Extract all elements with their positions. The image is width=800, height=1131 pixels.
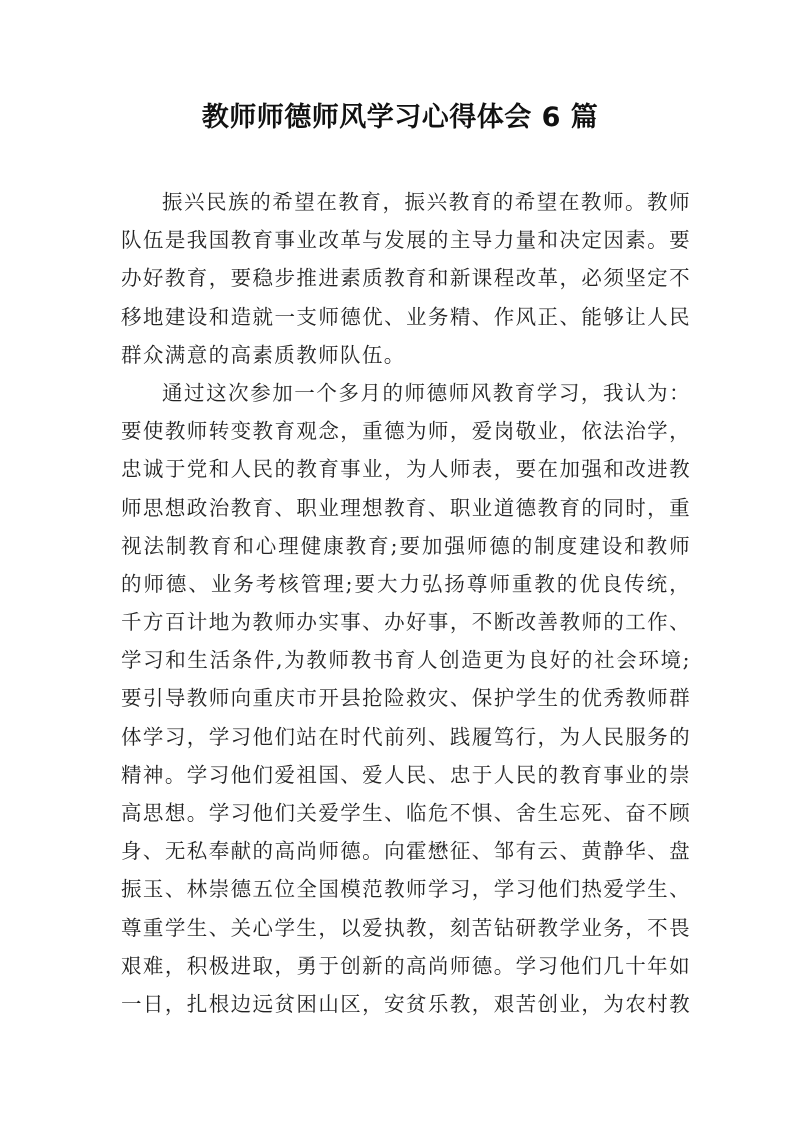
paragraph-1 [121,183,691,374]
text-line: 移地建设和造就一支师德优、业务精、作风正、能够让人民 [121,304,691,329]
document-body [121,183,691,1023]
text-line: 千方百计地为教师办实事、办好事，不断改善教师的工作、 [121,610,691,635]
text-line: 群众满意的高素质教师队伍。 [121,342,406,367]
text-line: 师思想政治教育、职业理想教育、职业道德教育的同时，重 [121,495,691,520]
text-line: 艰难，积极进取，勇于创新的高尚师德。学习他们几十年如 [121,953,691,978]
text-line: 振兴民族的希望在教育，振兴教育的希望在教师。教师 [162,190,691,214]
text-line: 学习和生活条件,为教师教书育人创造更为良好的社会环境; [121,648,691,673]
text-line: 通过这次参加一个多月的师德师风教育学习，我认为： [162,380,691,405]
text-line: 队伍是我国教育事业改革与发展的主导力量和决定因素。要 [121,228,691,253]
text-line: 一日，扎根边远贫困山区，安贫乐教，艰苦创业，为农村教 [121,991,691,1016]
text-line: 身、无私奉献的高尚师德。向霍懋征、邹有云、黄静华、盘 [121,839,691,864]
text-line: 要使教师转变教育观念，重德为师，爱岗敬业，依法治学， [121,419,691,444]
text-line: 办好教育，要稳步推进素质教育和新课程改革，必须坚定不 [121,266,691,291]
text-line: 高思想。学习他们关爱学生、临危不惧、舍生忘死、奋不顾 [121,801,691,825]
document-title: 教师师德师风学习心得体会 6 篇 [201,102,599,133]
paragraph-2 [121,374,691,1023]
text-line: 精神。学习他们爱祖国、爱人民、忠于人民的教育事业的崇 [121,762,691,787]
text-line: 要引导教师向重庆市开县抢险救灾、保护学生的优秀教师群 [121,686,691,711]
text-line: 振玉、林崇德五位全国模范教师学习，学习他们热爱学生、 [121,877,691,902]
text-line: 体学习，学习他们站在时代前列、践履笃行，为人民服务的 [121,724,691,749]
text-line: 的师德、业务考核管理;要大力弘扬尊师重教的优良传统， [121,571,691,596]
text-line: 尊重学生、关心学生，以爱执教，刻苦钻研教学业务，不畏 [121,915,691,940]
text-line: 视法制教育和心理健康教育;要加强师德的制度建设和教师 [121,533,691,558]
text-line: 忠诚于党和人民的教育事业，为人师表，要在加强和改进教 [121,457,691,482]
